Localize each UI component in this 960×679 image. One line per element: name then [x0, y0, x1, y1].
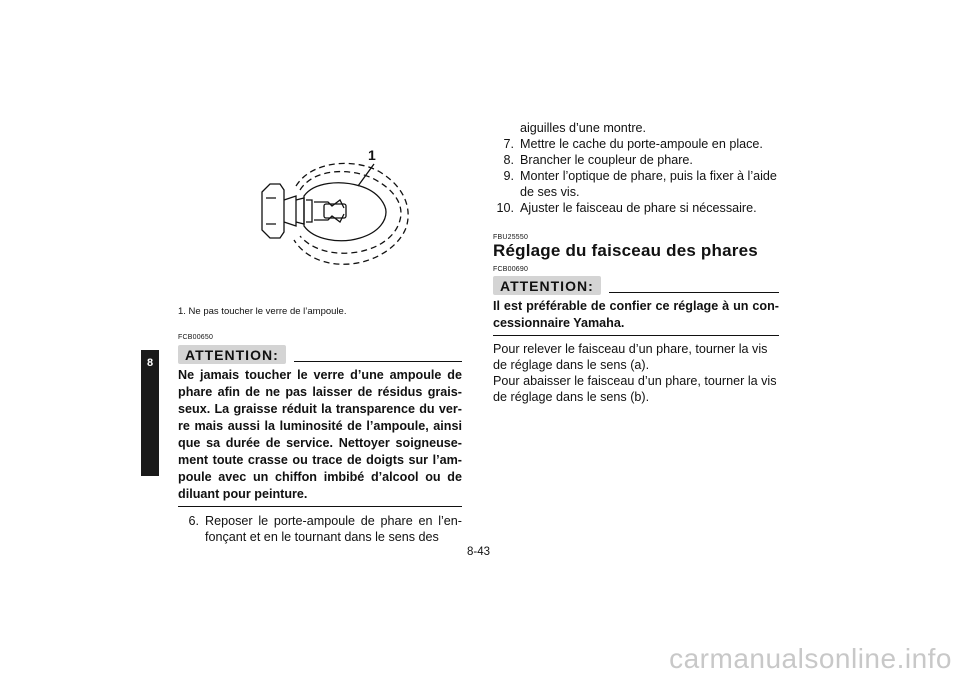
- attention-label: ATTENTION:: [178, 345, 286, 364]
- paragraph-lower: Pour abaisser le faisceau d’un phare, tourner la vis de réglage dans le sens (b).: [493, 374, 777, 404]
- step-6: [178, 513, 462, 545]
- section-title: Réglage du faisceau des phares: [493, 241, 758, 260]
- step-number: 9.: [503, 169, 514, 183]
- attention-header: [178, 345, 462, 364]
- bulb-illustration: [240, 140, 410, 275]
- step-7: [493, 136, 779, 152]
- figure-caption: 1. Ne pas toucher le verre de l’ampoule.: [178, 306, 347, 317]
- attention-header: [493, 276, 779, 295]
- attention-code: FCB00650: [178, 334, 214, 341]
- step-8: [493, 152, 779, 168]
- step-text: Monter l’optique de phare, puis la fixer à l’aide de ses vis.: [520, 169, 777, 199]
- step-text: aiguilles d’une montre.: [520, 121, 647, 135]
- chapter-tab: [141, 350, 159, 476]
- watermark: carmanualsonline.info: [669, 643, 952, 674]
- step-number: 7.: [503, 137, 514, 151]
- step-number: 10.: [496, 201, 514, 215]
- attention-rule: [294, 361, 462, 362]
- paragraph-raise: Pour relever le faisceau d’un phare, tourner la vis de réglage dans le sens (a).: [493, 342, 768, 372]
- step-9: [493, 168, 779, 200]
- step-continuation: [493, 120, 779, 136]
- attention-text: Ne jamais toucher le verre d’une ampoule de phare afin de ne pas laisser de résidus grais-seux. La graisse réduit la transparence du ver-re mais aussi la luminosité de l’ampoule, ainsi que sa durée de service. Nettoyer soigneuse-ment toute crasse ou trace de doigts sur l’am-poule avec un chiffon imbibé d’alcool ou de diluant pour peinture.: [178, 367, 462, 507]
- step-text: Brancher le coupleur de phare.: [520, 153, 693, 167]
- chapter-number: 8: [146, 357, 154, 369]
- section-code: FBU25550: [493, 234, 529, 241]
- step-number: 6.: [188, 514, 199, 528]
- attention-text: Il est préférable de confier ce réglage à un con-cessionnaire Yamaha.: [493, 298, 779, 336]
- left-column: [178, 334, 462, 545]
- step-text: Reposer le porte-ampoule de phare en l’en-fonçant et en le tournant dans le sens des: [205, 514, 462, 544]
- page-number: 8-43: [467, 546, 491, 558]
- attention-label: ATTENTION:: [493, 276, 601, 295]
- step-10: [493, 200, 779, 216]
- attention-rule: [609, 292, 779, 293]
- figure-callout: 1: [368, 147, 376, 163]
- right-column: [493, 120, 779, 405]
- attention-code: FCB00690: [493, 266, 529, 273]
- step-number: 8.: [503, 153, 514, 167]
- step-text: Mettre le cache du porte-ampoule en place.: [520, 137, 763, 151]
- step-text: Ajuster le faisceau de phare si nécessaire.: [520, 201, 757, 215]
